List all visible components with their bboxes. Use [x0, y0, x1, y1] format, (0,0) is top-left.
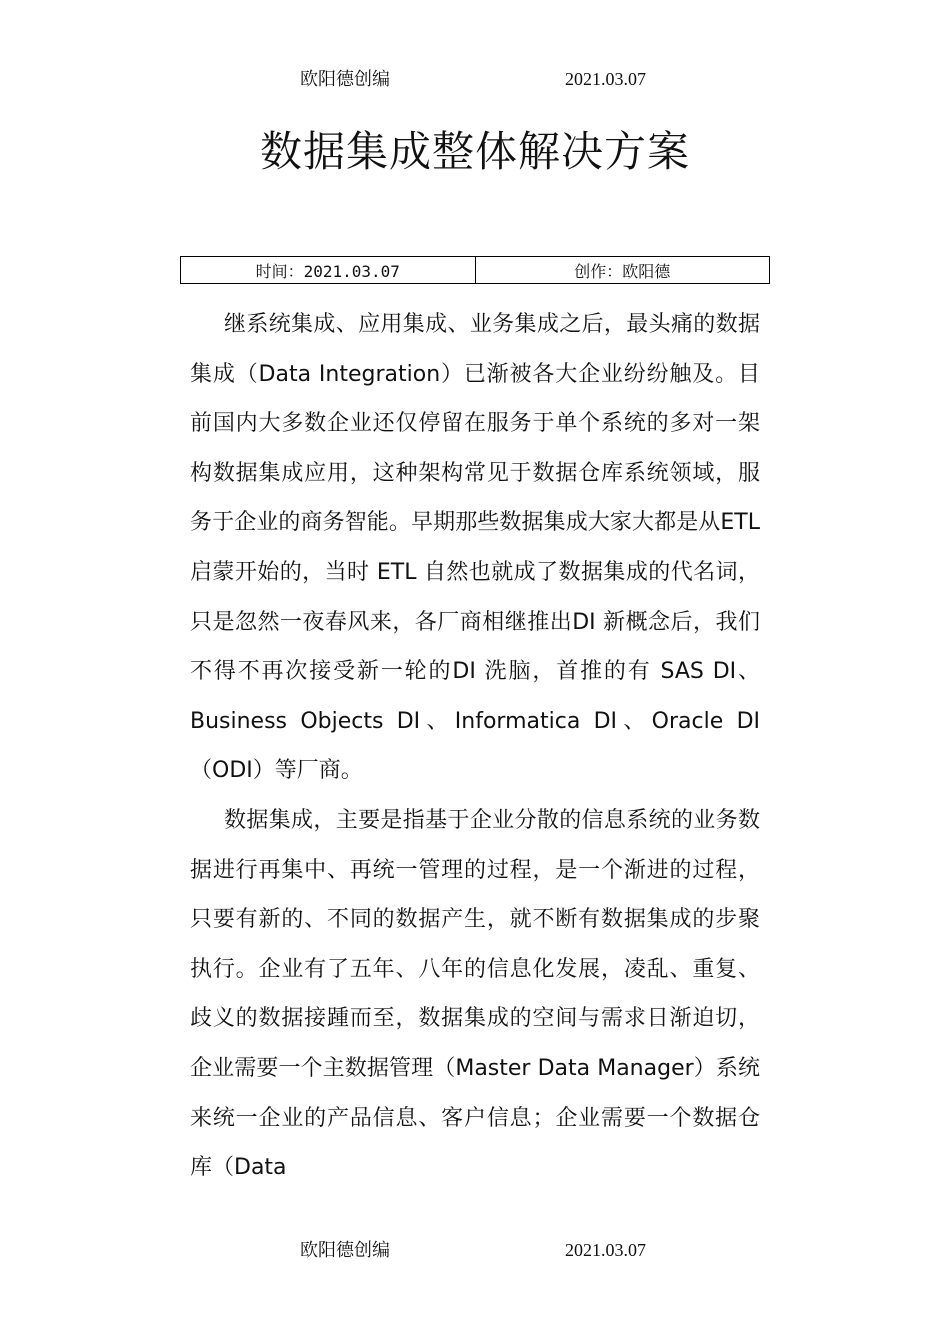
header-author: 欧阳德创编 — [300, 69, 390, 89]
header-date: 2021.03.07 — [565, 69, 646, 89]
page-header — [0, 67, 950, 91]
meta-time-cell: 时间：2021.03.07 — [255, 261, 400, 281]
body-paragraph-1: 继系统集成、应用集成、业务集成之后，最头痛的数据集成（Data Integration）已渐被各大企业纷纷触及。目前国内大多数企业还仅停留在服务于单个系统的多对一架构数据集成应用，这种架构常见于数据仓库系统领域，服务于企业的商务智能。早期那些数据集成大家大都是从ETL 启蒙开始的，当时 ETL 自然也就成了数据集成的代名词，只是忽然一夜春风来，各厂商相继推出DI 新概念后，我们不得不再次接受新一轮的DI 洗脑，首推的有 SAS DI、Business Objects DI、Informatica DI、Oracle DI（ODI）等厂商。 — [190, 312, 760, 784]
page-footer — [0, 1238, 950, 1262]
document-body — [190, 300, 760, 1193]
footer-date: 2021.03.07 — [565, 1240, 646, 1260]
document-title: 数据集成整体解决方案 — [259, 127, 690, 176]
meta-table — [180, 256, 770, 284]
meta-author-cell: 创作：欧阳德 — [475, 257, 770, 283]
footer-author: 欧阳德创编 — [300, 1240, 390, 1260]
body-paragraph-2: 数据集成，主要是指基于企业分散的信息系统的业务数据进行再集中、再统一管理的过程，是一个渐进的过程，只要有新的、不同的数据产生，就不断有数据集成的步聚执行。企业有了五年、八年的信息化发展，凌乱、重复、歧义的数据接踵而至，数据集成的空间与需求日渐迫切，企业需要一个主数据管理（Master Data Manager）系统来统一企业的产品信息、客户信息；企业需要一个数据仓库（Data — [190, 807, 760, 1181]
